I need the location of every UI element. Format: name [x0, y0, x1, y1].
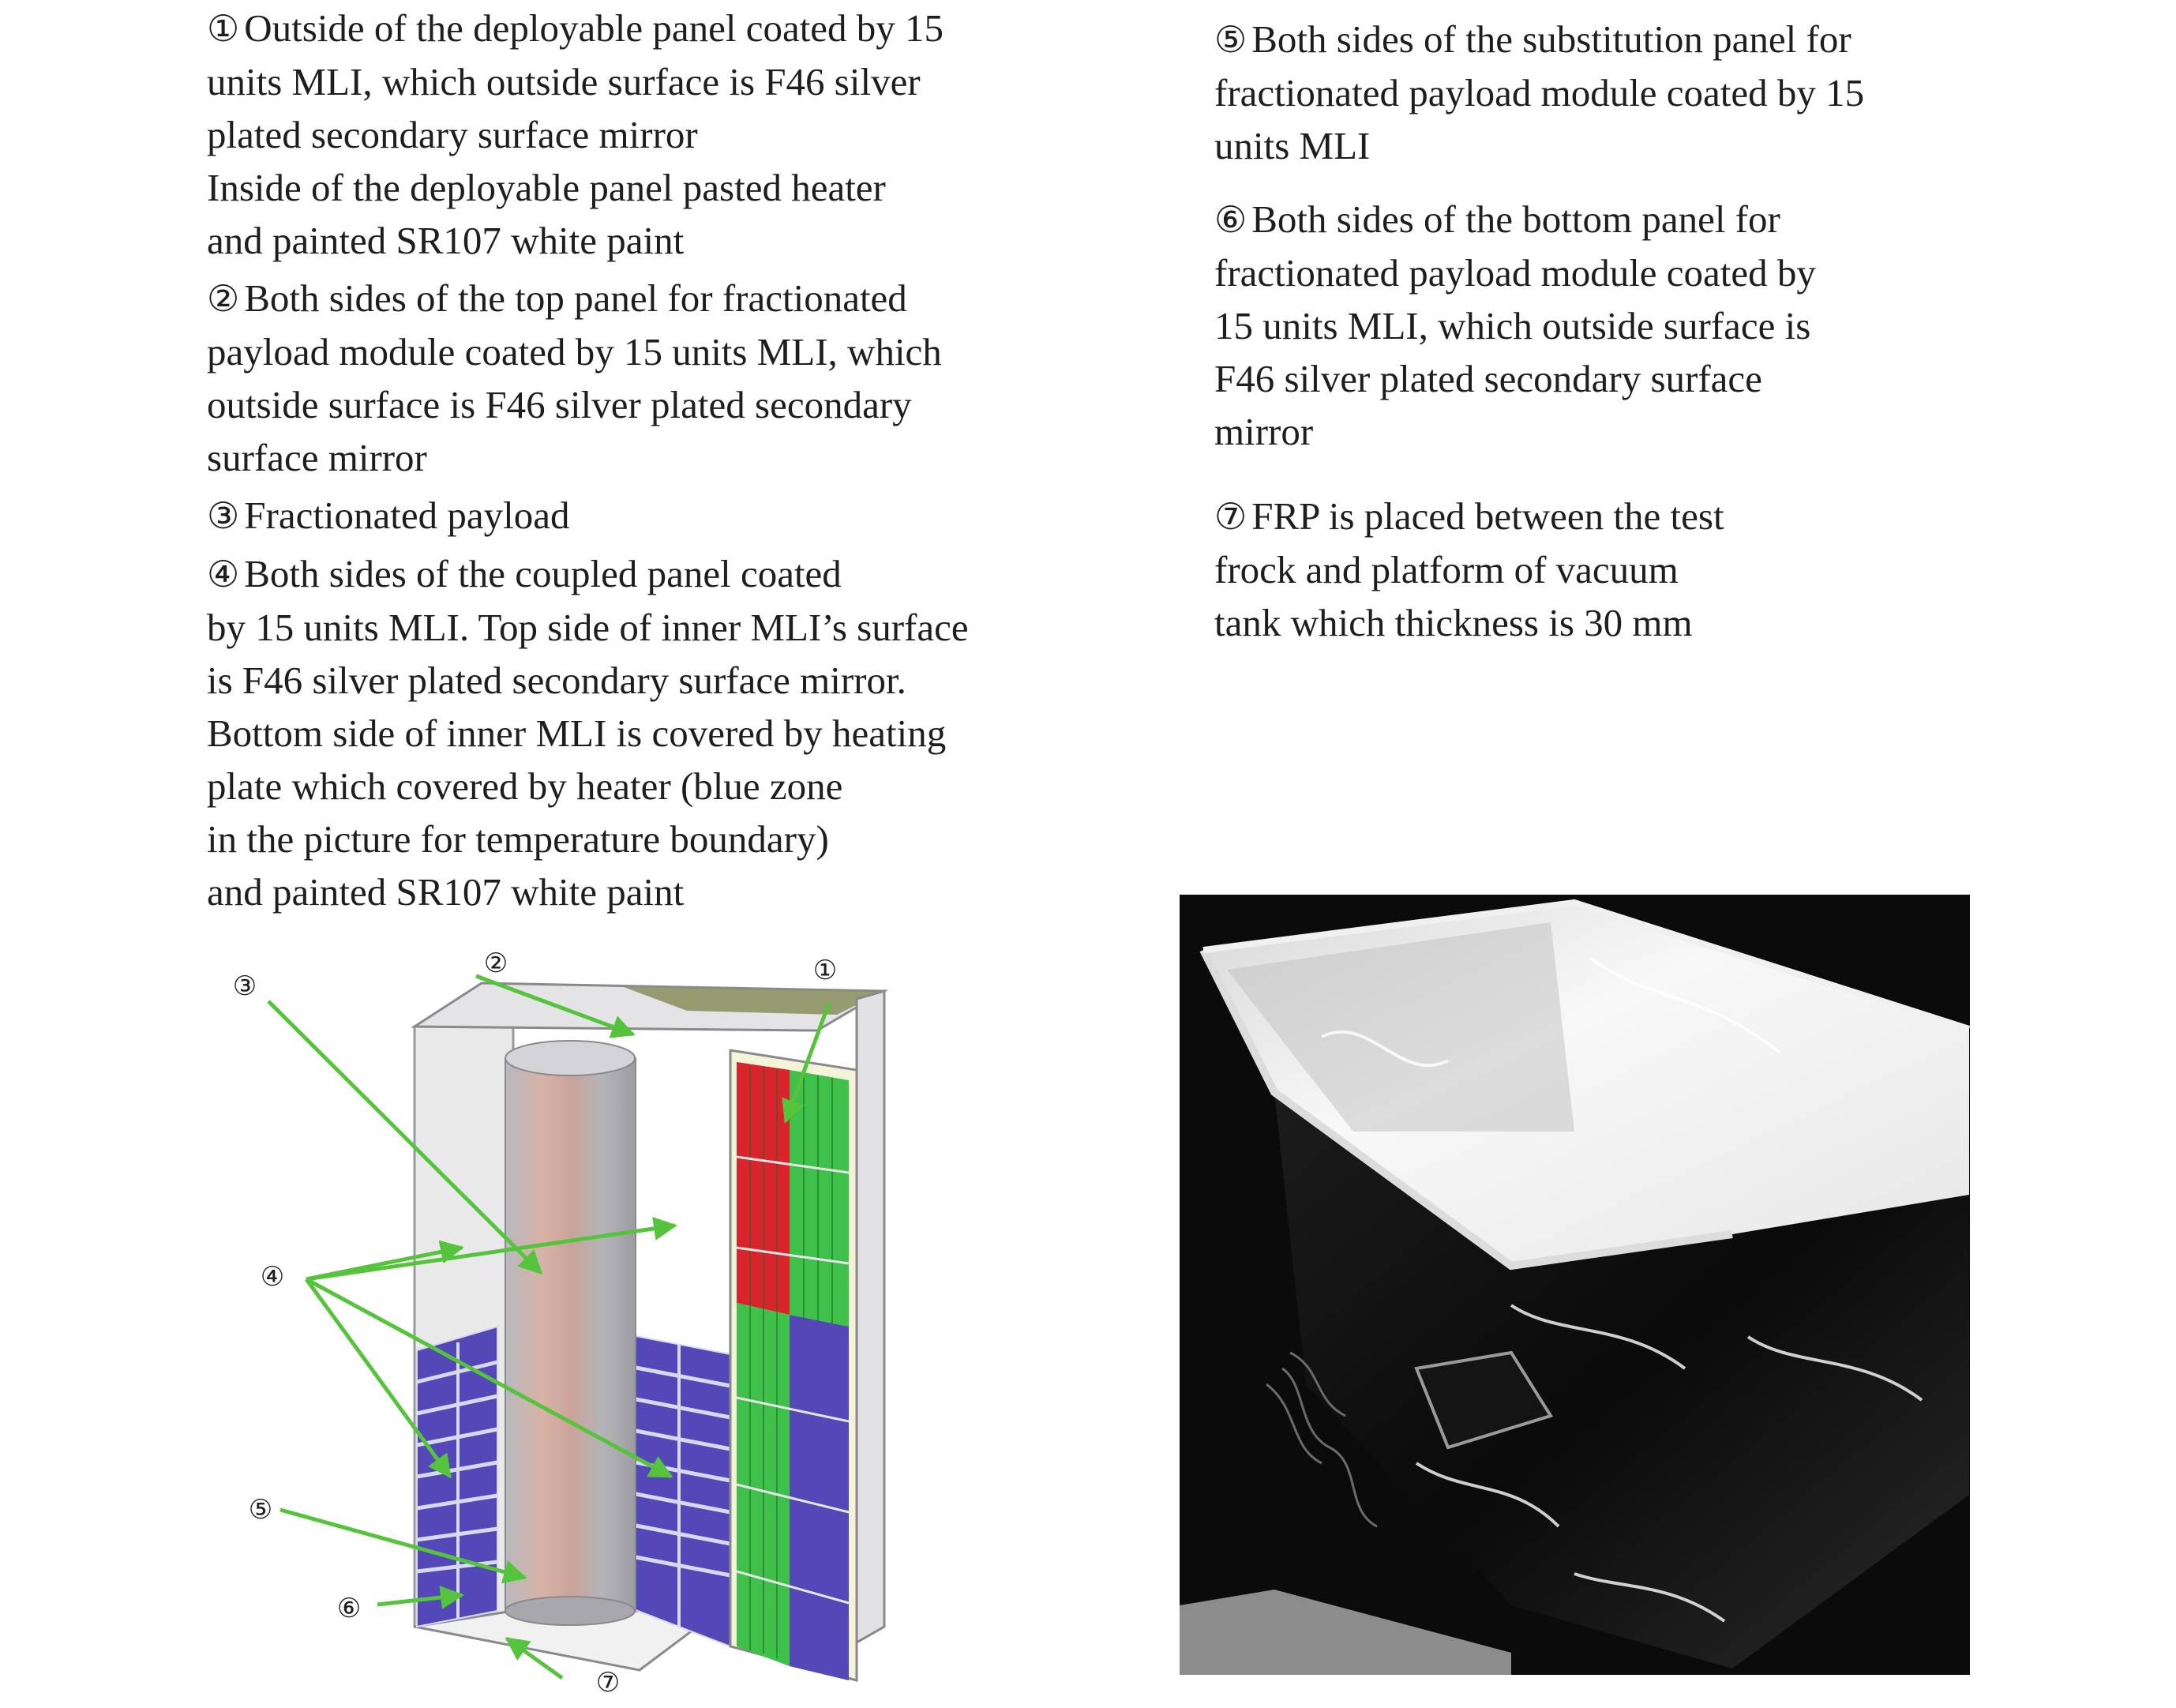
payload-module-diagram	[213, 932, 924, 1708]
legend-text: and painted SR107 white paint	[207, 870, 685, 914]
callout-4: ④	[260, 1261, 285, 1293]
legend-item-6	[1214, 193, 2020, 458]
legend-number-1: ①	[207, 7, 240, 50]
test-article-photo	[1180, 895, 1970, 1675]
legend-number-4: ④	[207, 553, 240, 595]
legend-item-3	[207, 489, 1139, 542]
legend-text: 15 units MLI, which outside surface is	[1214, 304, 1811, 347]
deployable-panel	[730, 1050, 857, 1680]
legend-item-7	[1214, 490, 2020, 649]
legend-text: units MLI	[1214, 124, 1371, 167]
callout-7: ⑦	[595, 1667, 621, 1699]
blue-zone-lower	[790, 1315, 849, 1680]
legend-text: in the picture for temperature boundary)	[207, 817, 829, 861]
legend-number-2: ②	[207, 277, 240, 320]
callout-1: ①	[812, 955, 838, 986]
legend-text: payload module coated by 15 units MLI, which	[207, 330, 942, 374]
right-side-panel	[857, 991, 884, 1642]
legend-item-2	[207, 272, 1139, 484]
legend-text: surface mirror	[207, 436, 427, 479]
payload-cylinder	[505, 1041, 636, 1625]
legend-text: Both sides of the top panel for fractionated	[244, 276, 907, 320]
legend-text: outside surface is F46 silver plated secondary	[207, 383, 912, 426]
legend-number-3: ③	[207, 494, 240, 537]
legend-text: Bottom side of inner MLI is covered by heating	[207, 711, 947, 755]
legend-text: units MLI, which outside surface is F46 silver	[207, 60, 921, 103]
legend-text: by 15 units MLI. Top side of inner MLI’s surface	[207, 606, 969, 649]
legend-text: fractionated payload module coated by 15	[1214, 71, 1865, 114]
legend-item-1	[207, 2, 1139, 267]
legend-number-5: ⑤	[1214, 18, 1247, 61]
legend-text: Both sides of the substitution panel for	[1251, 17, 1851, 61]
green-zone-upper	[790, 1070, 849, 1327]
legend-number-6: ⑥	[1214, 198, 1247, 241]
legend-text: tank which thickness is 30 mm	[1214, 601, 1693, 644]
heater-zone-right	[628, 1334, 730, 1646]
legend-item-4	[207, 547, 1139, 918]
callout-5: ⑤	[248, 1494, 273, 1526]
legend-text: F46 silver plated secondary surface	[1214, 357, 1762, 400]
legend-text: Fractionated payload	[244, 494, 570, 537]
legend-right	[1214, 13, 2020, 649]
legend-text: frock and platform of vacuum	[1214, 548, 1679, 591]
heater-zone-left	[417, 1327, 497, 1627]
callout-3: ③	[232, 970, 257, 1002]
legend-text: Inside of the deployable panel pasted heater	[207, 166, 886, 209]
legend-text: is F46 silver plated secondary surface mirror.	[207, 659, 906, 702]
legend-text: plate which covered by heater (blue zone	[207, 764, 843, 808]
legend-item-5	[1214, 13, 2020, 172]
callout-2: ②	[483, 948, 508, 979]
legend-text: FRP is placed between the test	[1251, 494, 1724, 538]
legend-left	[207, 2, 1139, 918]
legend-text: Both sides of the coupled panel coated	[244, 552, 842, 595]
legend-text: fractionated payload module coated by	[1214, 251, 1816, 295]
callout-6: ⑥	[336, 1593, 362, 1624]
legend-text: and painted SR107 white paint	[207, 219, 685, 262]
legend-text: mirror	[1214, 410, 1314, 453]
legend-text: Both sides of the bottom panel for	[1251, 197, 1780, 241]
legend-number-7: ⑦	[1214, 495, 1247, 538]
legend-text: plated secondary surface mirror	[207, 113, 698, 156]
legend-text: Outside of the deployable panel coated by 15	[244, 6, 944, 50]
